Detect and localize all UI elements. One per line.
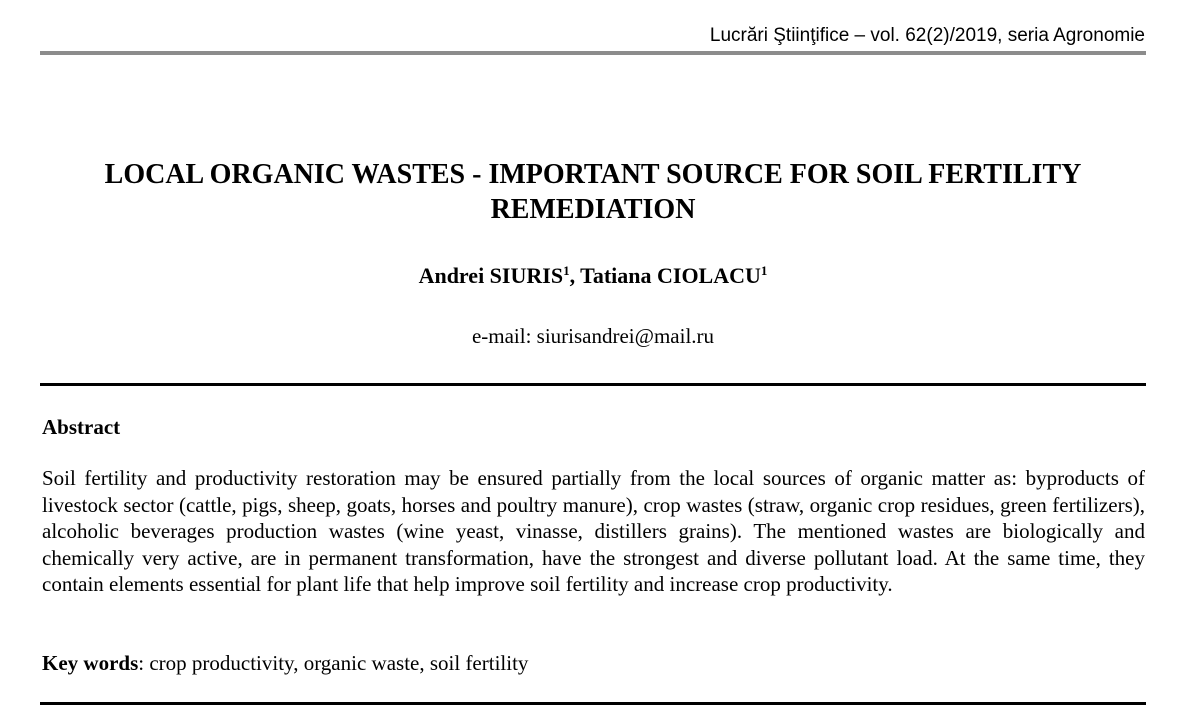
section-rule-top — [40, 383, 1146, 386]
section-rule-bottom — [40, 702, 1146, 705]
author-affiliation: 1 — [760, 263, 768, 278]
author-separator: , — [569, 263, 581, 288]
keywords-separator: : — [138, 651, 150, 675]
keywords-label: Key words — [42, 651, 139, 675]
author-email: e-mail: siurisandrei@mail.ru — [471, 324, 715, 348]
author-name: Tatiana CIOLACU — [580, 263, 761, 288]
abstract-heading: Abstract — [42, 415, 121, 439]
author-name: Andrei SIURIS — [418, 263, 564, 288]
header-rule — [40, 51, 1146, 55]
running-head: Lucrări Ştiinţifice – vol. 62(2)/2019, seria Agronomie — [709, 25, 1145, 46]
keywords-line — [42, 650, 528, 676]
author-affiliation: 1 — [563, 263, 570, 278]
paper-title: LOCAL ORGANIC WASTES - IMPORTANT SOURCE FOR SOIL FERTILITY REMEDIATION — [104, 159, 1082, 225]
authors-line — [40, 262, 1146, 290]
abstract-text: Soil fertility and productivity restoration may be ensured partially from the local sources of organic matter as: byproducts of livestock sector (cattle, pigs, sheep, goats, horses and poultry manure), crop wastes (straw, organic crop residues, green fertilizers), alcoholic beverages production wastes (wine yeast, vinasse, distillers grains). The mentioned wastes are biologically and chemically very active, are in permanent transformation, have the strongest and diverse pollutant load. At the same time, they contain elements essential for plant life that help improve soil fertility and increase crop productivity. — [42, 466, 1145, 596]
keywords-text: crop productivity, organic waste, soil fertility — [149, 651, 529, 675]
